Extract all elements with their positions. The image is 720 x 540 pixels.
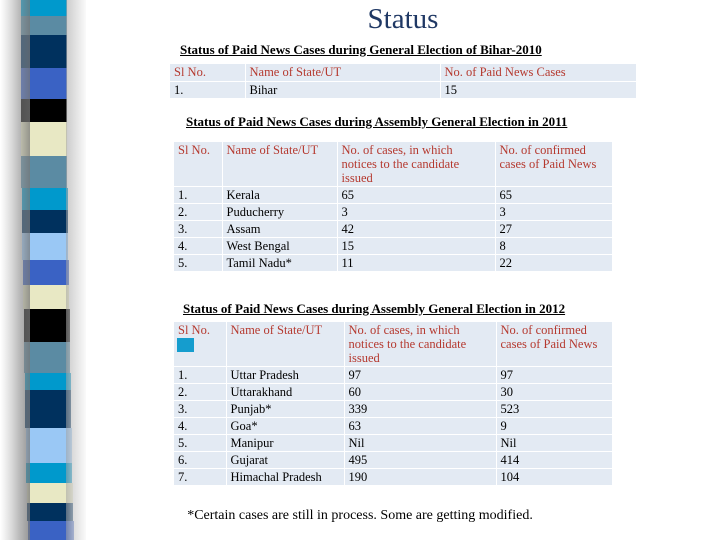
table-row bbox=[174, 452, 612, 469]
column-header-notices: No. of cases, in which notices to the candidate issued bbox=[344, 322, 496, 367]
cell-sl-no: 4. bbox=[174, 418, 226, 435]
cell-notices: 190 bbox=[344, 469, 496, 486]
cell-confirmed: 104 bbox=[496, 469, 612, 486]
column-header-confirmed: No. of confirmed cases of Paid News bbox=[495, 142, 612, 187]
table-header-row bbox=[174, 142, 612, 187]
cell-notices: 339 bbox=[344, 401, 496, 418]
cell-sl-no: 2. bbox=[174, 384, 226, 401]
cell-sl-no: 6. bbox=[174, 452, 226, 469]
cell-state: Uttarakhand bbox=[226, 384, 344, 401]
cell-notices: 15 bbox=[337, 238, 495, 255]
cell-notices: 65 bbox=[337, 187, 495, 204]
cell-confirmed: 27 bbox=[495, 221, 612, 238]
cell-sl-no: 1. bbox=[174, 367, 226, 384]
column-header-sl-no: Sl No. bbox=[174, 142, 222, 187]
cell-state: West Bengal bbox=[222, 238, 337, 255]
table-assembly-2011 bbox=[174, 142, 613, 272]
table-row bbox=[174, 367, 612, 384]
page-title: Status bbox=[367, 3, 439, 35]
cell-confirmed: 30 bbox=[496, 384, 612, 401]
column-header-sl-no: Sl No. bbox=[174, 322, 226, 367]
cell-confirmed: 8 bbox=[495, 238, 612, 255]
cell-state: Himachal Pradesh bbox=[226, 469, 344, 486]
slide-content bbox=[86, 0, 720, 540]
cell-notices: 97 bbox=[344, 367, 496, 384]
cell-cases: 15 bbox=[440, 82, 636, 99]
table-row bbox=[174, 418, 612, 435]
table-row bbox=[170, 82, 636, 99]
decorative-sidebar bbox=[0, 0, 86, 540]
cell-notices: Nil bbox=[344, 435, 496, 452]
cell-sl-no: 4. bbox=[174, 238, 222, 255]
column-header-confirmed: No. of confirmed cases of Paid News bbox=[496, 322, 612, 367]
table-row bbox=[174, 401, 612, 418]
cell-notices: 11 bbox=[337, 255, 495, 272]
cell-state: Punjab* bbox=[226, 401, 344, 418]
table-row bbox=[174, 204, 612, 221]
table-row bbox=[174, 435, 612, 452]
cell-state: Bihar bbox=[245, 82, 440, 99]
cell-notices: 3 bbox=[337, 204, 495, 221]
cell-confirmed: 414 bbox=[496, 452, 612, 469]
table-row bbox=[174, 469, 612, 486]
table-row bbox=[174, 238, 612, 255]
column-header-notices: No. of cases, in which notices to the candidate issued bbox=[337, 142, 495, 187]
cell-sl-no: 5. bbox=[174, 255, 222, 272]
cell-confirmed: 9 bbox=[496, 418, 612, 435]
cell-state: Puducherry bbox=[222, 204, 337, 221]
cyan-square-marker bbox=[177, 338, 194, 352]
cell-sl-no: 2. bbox=[174, 204, 222, 221]
column-header-sl-no: Sl No. bbox=[170, 64, 245, 82]
decoration-stripe bbox=[24, 342, 70, 373]
table-header-row bbox=[170, 64, 636, 82]
sidebar-left-shadow bbox=[0, 0, 30, 540]
table-row bbox=[174, 255, 612, 272]
footnote-text: *Certain cases are still in process. Some are getting modified. bbox=[187, 508, 533, 523]
table-assembly-2012 bbox=[174, 322, 613, 486]
cell-state: Tamil Nadu* bbox=[222, 255, 337, 272]
cell-sl-no: 3. bbox=[174, 401, 226, 418]
cell-state: Goa* bbox=[226, 418, 344, 435]
cell-state: Gujarat bbox=[226, 452, 344, 469]
cell-notices: 495 bbox=[344, 452, 496, 469]
section-heading-2: Status of Paid News Cases during Assembly General Election in 2011 bbox=[186, 114, 568, 129]
cell-notices: 60 bbox=[344, 384, 496, 401]
cell-state: Assam bbox=[222, 221, 337, 238]
decoration-stripe bbox=[24, 309, 70, 342]
cell-notices: 63 bbox=[344, 418, 496, 435]
table-bihar-2010 bbox=[170, 64, 637, 99]
sidebar-right-shadow bbox=[66, 0, 86, 540]
cell-notices: 42 bbox=[337, 221, 495, 238]
section-heading-1: Status of Paid News Cases during General Election of Bihar-2010 bbox=[180, 42, 542, 57]
column-header-cases: No. of Paid News Cases bbox=[440, 64, 636, 82]
cell-confirmed: 523 bbox=[496, 401, 612, 418]
column-header-state: Name of State/UT bbox=[222, 142, 337, 187]
cell-sl-no: 7. bbox=[174, 469, 226, 486]
column-header-state: Name of State/UT bbox=[226, 322, 344, 367]
table-row bbox=[174, 384, 612, 401]
table-row bbox=[174, 187, 612, 204]
cell-sl-no: 1. bbox=[170, 82, 245, 99]
table-header-row bbox=[174, 322, 612, 367]
decoration-stripe bbox=[25, 373, 71, 390]
cell-state: Manipur bbox=[226, 435, 344, 452]
cell-confirmed: Nil bbox=[496, 435, 612, 452]
cell-confirmed: 97 bbox=[496, 367, 612, 384]
cell-sl-no: 5. bbox=[174, 435, 226, 452]
cell-sl-no: 3. bbox=[174, 221, 222, 238]
cell-state: Kerala bbox=[222, 187, 337, 204]
decoration-stripe bbox=[25, 390, 71, 428]
cell-confirmed: 3 bbox=[495, 204, 612, 221]
cell-confirmed: 22 bbox=[495, 255, 612, 272]
cell-confirmed: 65 bbox=[495, 187, 612, 204]
cell-sl-no: 1. bbox=[174, 187, 222, 204]
section-heading-3: Status of Paid News Cases during Assembly General Election in 2012 bbox=[183, 301, 566, 316]
cell-state: Uttar Pradesh bbox=[226, 367, 344, 384]
column-header-state: Name of State/UT bbox=[245, 64, 440, 82]
table-row bbox=[174, 221, 612, 238]
